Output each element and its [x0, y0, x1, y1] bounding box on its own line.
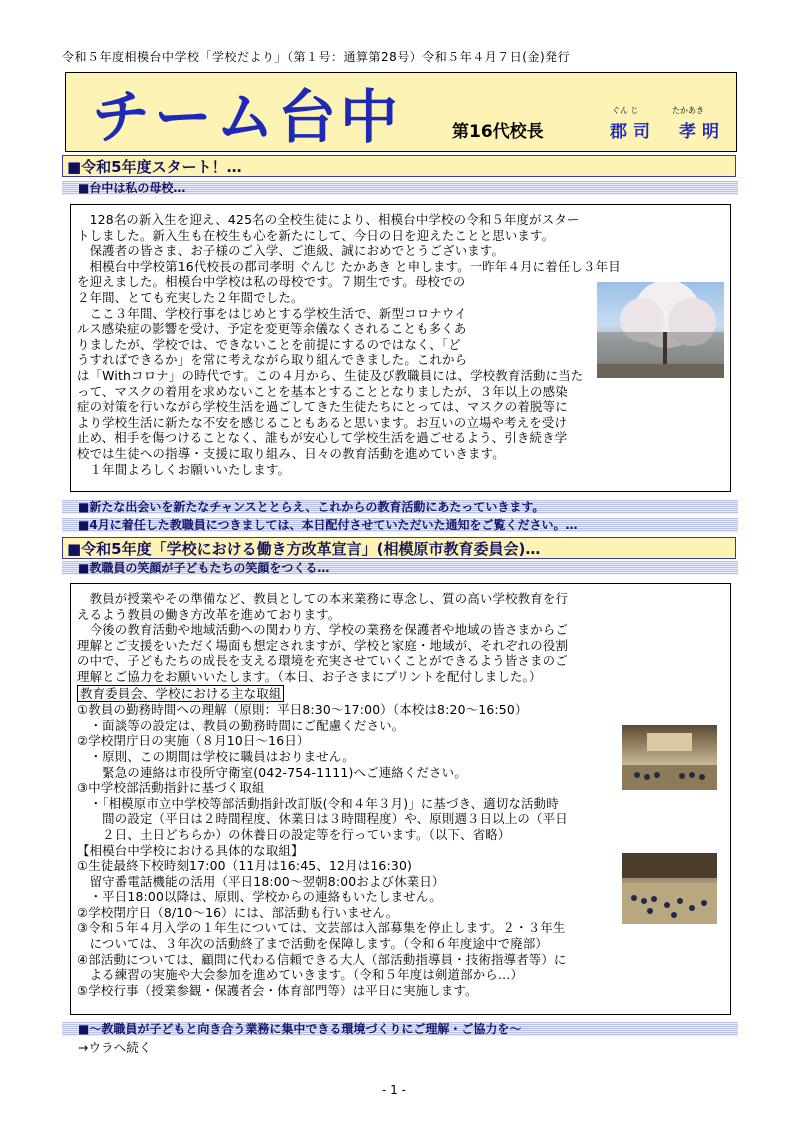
notice-new-chance: ■新たな出会いを新たなチャンスととらえ、これからの教育活動にあたっていきます。: [62, 500, 738, 514]
s2-line: 理解とご支援をいただく場面も想定されますが、学校と家庭・地域が、それぞれの役割: [77, 637, 569, 653]
s1-line: を迎えました。相模台中学校は私の母校です。７期生です。母校での: [77, 274, 466, 290]
principal-label: 第16代校長: [452, 122, 544, 142]
s2-line: 緊急の連絡は市役所守衛室(042-754-1111)へご連絡ください。: [77, 764, 467, 780]
s2-line: ③令和５年４月入学の１年生については、文芸部は入部募集を停止します。２・３年生: [77, 920, 566, 936]
principal-name: 郡司 孝明: [610, 122, 725, 142]
s2-line: ③中学校部活動指針に基づく取組: [77, 780, 265, 796]
s1-line: トしました。新入生も在校生も心を新たにして、今日の日を迎えたことと思います。: [77, 227, 555, 243]
s1-line: 128名の新入生を迎え、425名の全校生徒により、相模台中学校の令和５年度がスター: [77, 212, 580, 227]
s2-line: ２日、土日どちらか）の休養日の設定等を行っています。（以下、省略）: [77, 826, 511, 842]
s2-line: の中で、子どもたちの成長を支える環境を充実させていくことができるよう皆さまのご: [77, 653, 568, 669]
continue-overleaf: →ウラへ続く: [78, 1040, 152, 1055]
s2-line: ①教員の勤務時間への理解（原則：平日8:30～17:00）（本校は8:20～16:50）: [77, 702, 528, 718]
s2-line: よる練習の実施や大会参加を進めていきます。（令和５年度は剣道部から…）: [77, 967, 524, 983]
s1-line: より学校生活に新たな不安を感じることもあると思います。お互いの立場や考えを受け: [77, 414, 568, 430]
section2-heading: ■令和5年度「学校における働き方改革宣言」(相模原市教育委員会)…: [62, 537, 736, 559]
s1-line: ルス感染症の影響を受け、予定を変更等余儀なくされることも多くあ: [77, 321, 467, 337]
s1-line: ここ３年間、学校行事をはじめとする学校生活で、新型コロナウイ: [77, 305, 467, 321]
s2-line: ②学校閉庁日（8/10～16）には、部活動も行いません。: [77, 904, 399, 920]
s1-line: 症の対策を行いながら学校生活を過ごしてきた生徒たちにとっては、マスクの着脱等に: [77, 399, 568, 415]
s2-line: 【相模台中学校における具体的な取組】: [77, 842, 304, 858]
ruby-given: たかあき: [672, 106, 704, 115]
s2-line: 今後の教育活動や地域活動への関わり方、学校の業務を保護者や地域の皆さまからご: [77, 622, 569, 638]
notice-environment: ■～教職員が子どもと向き合う業務に集中できる環境づくりにご理解・ご協力を～: [62, 1022, 738, 1036]
s2-line: ①生徒最終下校時刻17:00（11月は16:45、12月は16:30): [77, 858, 413, 874]
s1-line: 校では生徒への指導・支援に取り組み、日々の教育活動を進めていきます。: [77, 445, 505, 461]
s2-line: については、３年次の活動終了まで活動を保障します。（令和６年度途中で廃部）: [77, 936, 549, 952]
s2-line: ・平日18:00以降は、原則、学校からの連絡もいたしません。: [77, 889, 442, 905]
section2-subheading: ■教職員の笑顔が子どもたちの笑顔をつくる…: [62, 561, 738, 575]
s2-line: 教員が授業やその準備など、教員としての本来業務に専念し、質の高い学校教育を行: [77, 591, 569, 606]
section2-body: [77, 591, 568, 998]
ruby-surname: ぐん じ: [612, 106, 639, 115]
section1-subheading: ■台中は私の母校…: [62, 181, 738, 195]
s1-line: って、マスクの着用を求めないことを基本とすることとなりましたが、３年以上の感染: [77, 383, 568, 399]
s2-line: 留守番電話機能の活用（平日18:00～翌朝8:00および休業日）: [77, 873, 445, 889]
newsletter-header-line: 令和５年度相模台中学校「学校だより」（第１号：通算第28号）令和５年４月７日(金)発行: [62, 50, 571, 64]
s2-line: 理解とご協力をお願いいたします。（本日、お子さまにプリントを配付しました。）: [77, 668, 542, 684]
page-number: - 1 -: [382, 1083, 406, 1097]
s2-line: えるよう教員の働き方改革を進めております。: [77, 606, 341, 622]
s2-line: 間の設定（平日は２時間程度、休業日は３時間程度）や、原則週３日以上の（平日: [77, 811, 568, 827]
s1-line: りましたが、学校では、できないことを前提にするのではなく、「ど: [77, 336, 461, 352]
s2-line: ④部活動については、顧問に代わる信頼できる大人（部活動指導員・技術指導者等）に: [77, 951, 567, 967]
s1-line: 相模台中学校第16代校長の郡司孝明 ぐんじ たかあき と申します。一昨年４月に着任し３年目: [77, 258, 621, 274]
newsletter-title: チーム台中: [92, 83, 403, 151]
section1-body: [77, 212, 621, 477]
s2-line: ⑤学校行事（授業参観・保護者会・体育部門等）は平日に実施します。: [77, 982, 478, 998]
s1-line: 保護者の皆さま、お子様のご入学、ご進級、誠におめでとうございます。: [77, 243, 505, 259]
gym-assembly-photo-1: [622, 725, 717, 790]
section1-heading: ■令和5年度スタート！…: [62, 155, 736, 177]
gym-assembly-photo-2: [622, 853, 717, 924]
s1-line: 止め、相手を傷つけることなく、誰もが安心して学校生活を過ごせるよう、引き続き学: [77, 430, 568, 446]
notice-new-staff: ■4月に着任した教職員につきましては、本日配付させていただいた通知をご覧ください。…: [62, 518, 738, 532]
s1-line: は「Withコロナ」の時代です。この４月から、生徒及び教職員には、学校教育活動に当た: [77, 367, 584, 383]
s1-line: うすればできるか」を常に考えながら取り組んできました。これから: [77, 352, 468, 368]
s1-line: ２年間、とても充実した２年間でした。: [77, 289, 304, 305]
s2-line: ・面談等の設定は、教員の勤務時間にご配慮ください。: [77, 717, 405, 733]
s2-line: ・原則、この期間は学校に職員はおりません。: [77, 748, 355, 764]
s2-line: ・「相模原市立中学校等部活動指針改訂版(令和４年３月)」に基づき、適切な活動時: [77, 795, 559, 811]
s2-line: ②学校閉庁日の実施（８月10日～16日）: [77, 733, 310, 749]
s1-line: １年間よろしくお願いいたします。: [77, 461, 291, 477]
s2-subtitle: 教育委員会、学校における主な取組: [77, 685, 284, 703]
